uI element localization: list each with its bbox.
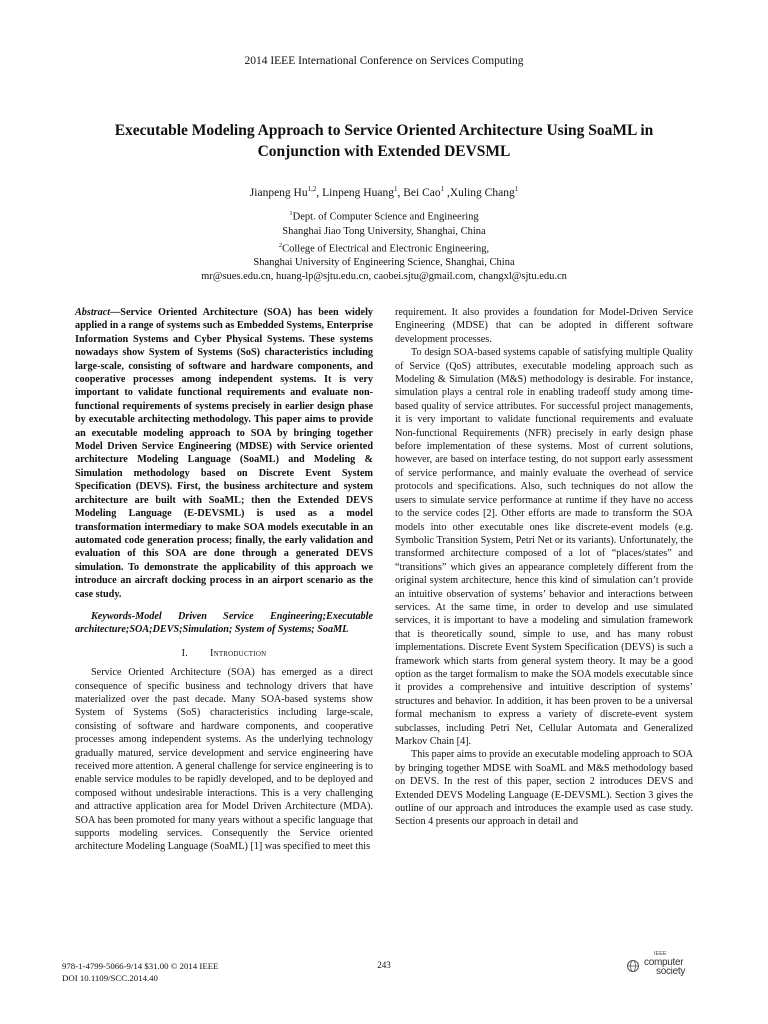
body-paragraph: This paper aims to provide an executable modeling approach to SOA by bringing together MDSE with SoaML and M&S methodology based on DEVS. In the rest of this paper, section 2 introduces DEVS and Extended DEVS Modeling Language (E-DEVSML). Section 3 gives the outline of our approach and introduces the example used as case study. Section 4 presents our approach in detail and [395, 749, 693, 828]
author-affil-sup: 1 [393, 185, 398, 193]
author-affil-sup: 1,2 [307, 185, 317, 193]
ieee-computer-society-logo [626, 951, 706, 979]
right-column [395, 306, 693, 829]
abstract-text: Service Oriented Architecture (SOA) has been widely applied in a range of systems such as Embedded Systems, Enterprise Information Systems and Cyber Physical Systems. These systems nowadays show System of Systems (SoS) characteristics including large-scale, consisting of software and hardware components, and cooperative processes among independent systems. It is very important to validate functional requirements and evaluate non-functional requirements of systems precisely in earlier design phase by executable architecting methodology. This paper aims to provide an executable modeling approach to SOA by bringing together Model Driven Service Engineering (MDSE) with Service oriented architecture Modeling Language (SoaML) and Modeling & Simulation methodology based on Discrete Event System Specification (DEVS). First, the business architecture and system architecture are built with SoaML; then the Extended DEVS Modeling Language (E-DEVSML) is used as a model transformation intermediary to make SOA models executable in an automated code generation process; finally, the early validation and evaluation of this SOA are done through a generated DEVS simulation. To demonstrate the applicability of this approach we introduce an aircraft docking process in an airport scenario as the case study. [75, 307, 374, 600]
affiliations [0, 207, 768, 284]
affiliation-dept: Dept. of Computer Science and Engineering [292, 211, 479, 223]
author-affil-sup: 1 [440, 185, 445, 193]
author-name: Jianpeng Hu [249, 186, 308, 199]
author-name: Bei Cao [403, 186, 441, 199]
affiliation-line [0, 207, 768, 225]
paper-title [70, 120, 698, 162]
abstract-dash: — [110, 307, 121, 318]
keywords-text: Keywords-Model Driven Service Engineering;Executable architecture;SOA;DEVS;Simulation; System of Systems; SoaML [75, 610, 373, 636]
section-heading [75, 647, 373, 660]
abstract [75, 306, 373, 601]
body-paragraph: To design SOA-based systems capable of satisfying multiple Quality of Service (QoS) attributes, executable modeling approach such as Modeling & Simulation (M&S) methodology is desirable. For instance, simulation plays a central role in enabling tradeoff study among time-based quality of service attributes. For successful project managements, it is very important to validate functional requirements and evaluate Non-functional Requirements (NFR) precisely in early design phase before implementation of these systems. Most of current solutions, however, are based on interface testing, do not support early assessment of service performance, and mainly evaluate the overhead of service protocols and specifications. Also, such techniques do not allow the users to simulate service performance at runtime if they have no access to the service codes [2]. Other efforts are made to transform the SOA models into other executable ones like discrete-event models (e.g. Symbolic Transition System, Petri Net or its variants). Unfortunately, the transformed architecture composed of a lot of “places/states” and “transitions” which gives an appearance completely different from the original system architecture, hence this kind of simulation can’t provide an intuitive observation of systems’ behavior and interactions between services. At the same time, in order to develop and use simulated services, it is important to have a modeling and simulation framework that is theoretically sound, simple to use, and has many robust implementations. Discrete Event System Specification (DEVS) is such a framework which starts from general system theory. It may be a good option as the target formalism to make the SOA models executable since it provides a comprehensive and intuitive description of systems’ structures and behavior. In addition, it has been proven to be a universal formal mechanism to express a variety of discrete-event system subclasses, including Petri Net, Cellular Automata and Generalized Markov Chain [4]. [395, 347, 693, 747]
affiliation-dept: College of Electrical and Electronic Engineering, [282, 243, 490, 254]
globe-icon [626, 959, 640, 973]
logo-computer-text: computer [644, 957, 684, 968]
affiliation-line: Shanghai Jiao Tong University, Shanghai, China [282, 225, 486, 237]
page-number: 243 [377, 960, 391, 970]
title-line-1: Executable Modeling Approach to Service Oriented Architecture Using SoaML in [114, 122, 654, 139]
footer-copyright [62, 960, 218, 984]
left-column [75, 306, 373, 854]
section-title: Introduction [209, 647, 267, 659]
affiliation-line: Shanghai University of Engineering Science, Shanghai, China [253, 257, 515, 268]
author-name: Linpeng Huang [322, 186, 394, 199]
affil-sup: 2 [278, 241, 283, 249]
body-paragraph: requirement. It also provides a foundation for Model-Driven Service Engineering (MDSE) that can be adopted in different software development processes. [395, 307, 693, 345]
author-list: Jianpeng Hu$^{1,2}$, Linpeng Huang$^1$, Bei Cao$^1$ ,Xuling Chang$^1$ [249, 185, 519, 199]
logo-ieee-text: IEEE [654, 951, 667, 957]
section-number: I. [181, 647, 188, 659]
title-line-2: Conjunction with Extended DEVSML [257, 143, 511, 160]
keywords [75, 610, 373, 637]
author-emails: mr@sues.edu.cn, huang-lp@sjtu.edu.cn, caobei.sjtu@gmail.com, changxl@sjtu.edu.cn [201, 271, 567, 282]
footer-doi: DOI 10.1109/SCC.2014.40 [62, 973, 158, 983]
author-affil-sup: 1 [514, 185, 519, 193]
logo-society-text: society [656, 966, 686, 977]
author-name: Xuling Chang [449, 186, 515, 199]
abstract-label: Abstract [75, 307, 111, 318]
affiliation-line [0, 239, 768, 257]
affil-sup: 1 [289, 210, 293, 217]
conference-header: 2014 IEEE International Conference on Services Computing [244, 55, 524, 67]
footer-isbn: 978-1-4799-5066-9/14 $31.00 © 2014 IEEE [62, 961, 219, 971]
intro-paragraph: Service Oriented Architecture (SOA) has emerged as a direct consequence of specific business and technology drivers that have materialized over the past decade. Many SOA-based systems show System of Systems (SoS) characteristics including large-scale, consisting of software and hardware components, and cooperative processes among independent systems. As the underlying technology gradually matured, service development and service engineering have received more attention. A general challenge for service engineering is to enable service modules to be rapidly developed, and to be deployed and composed without undesirable interactions. This is a very challenging and attractive application area for Model Driven Architecture (MDA). SOA has been promoted for many years without a specific language that supports modeling services. Consequently the Service oriented architecture Modeling Language (SoaML) [1] was specified to meet this [75, 667, 373, 853]
